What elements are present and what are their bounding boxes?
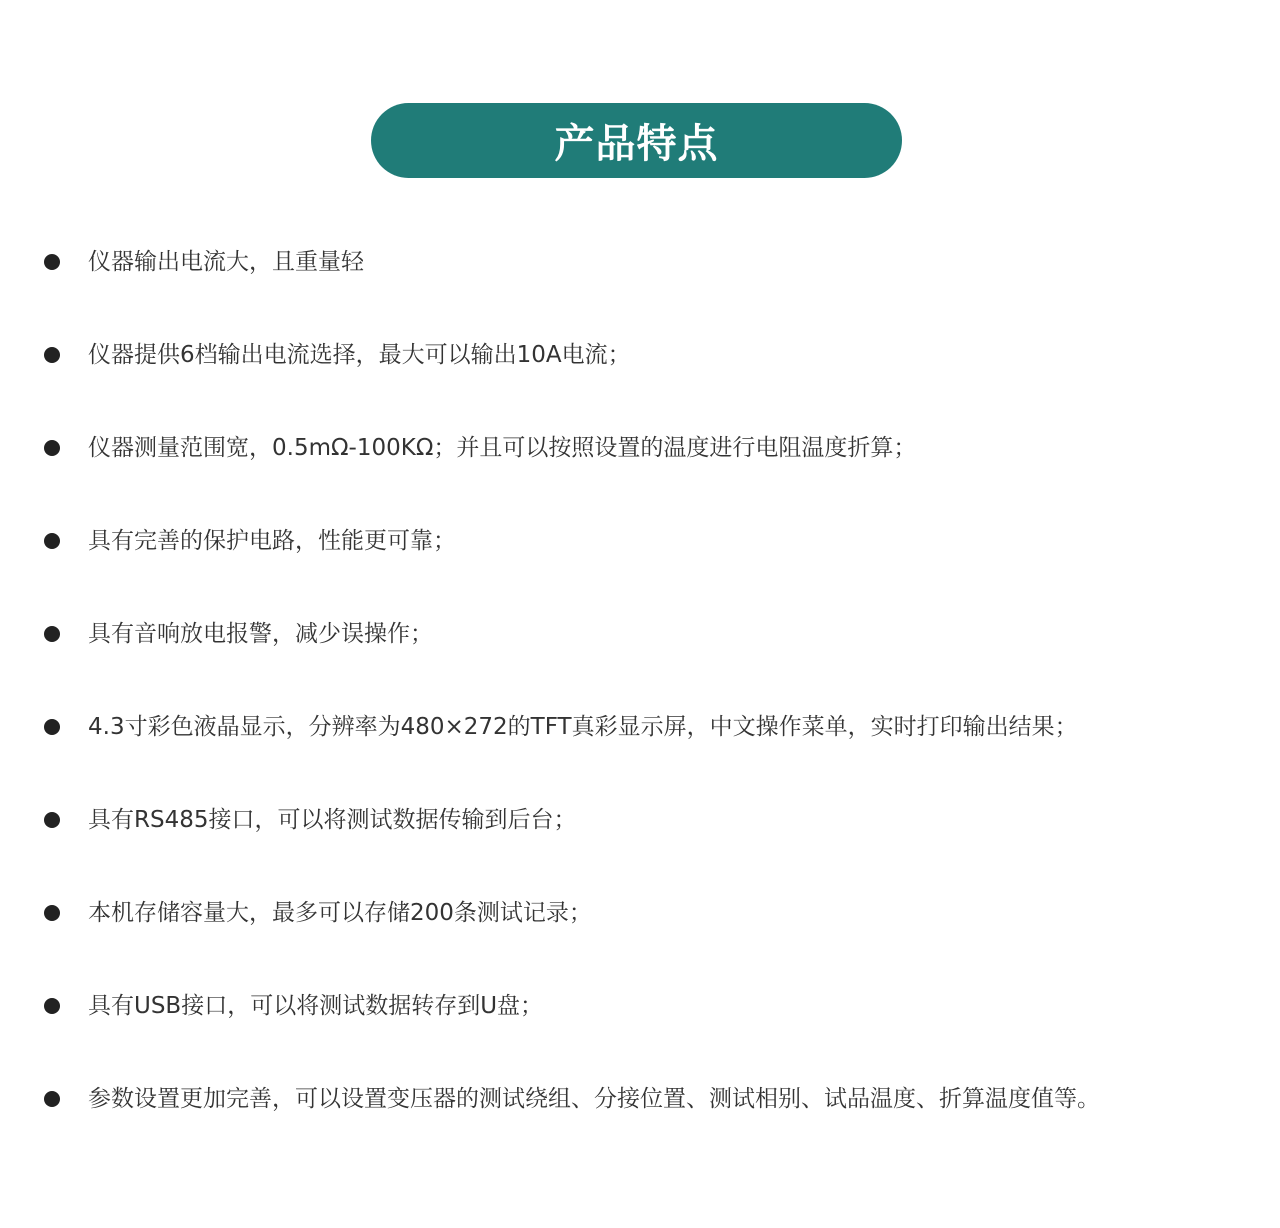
bullet-icon xyxy=(44,719,60,735)
bullet-icon xyxy=(44,905,60,921)
feature-text: 具有完善的保护电路，性能更可靠； xyxy=(88,527,456,554)
bullet-icon xyxy=(44,998,60,1014)
list-item xyxy=(0,587,1280,680)
list-item xyxy=(0,494,1280,587)
section-title-banner xyxy=(371,103,902,178)
feature-text: 4.3寸彩色液晶显示，分辨率为480×272的TFT真彩显示屏，中文操作菜单，实时打印输出结果； xyxy=(88,713,1078,740)
bullet-icon xyxy=(44,626,60,642)
feature-text: 具有USB接口，可以将测试数据转存到U盘； xyxy=(88,992,544,1019)
section-title: 产品特点 xyxy=(554,121,719,167)
list-item xyxy=(0,866,1280,959)
feature-list xyxy=(0,215,1280,1145)
list-item xyxy=(0,1052,1280,1145)
bullet-icon xyxy=(44,254,60,270)
list-item xyxy=(0,959,1280,1052)
feature-text: 具有音响放电报警，减少误操作； xyxy=(88,620,433,647)
feature-text: 参数设置更加完善，可以设置变压器的测试绕组、分接位置、测试相别、试品温度、折算温度值等。 xyxy=(88,1085,1100,1112)
bullet-icon xyxy=(44,347,60,363)
bullet-icon xyxy=(44,533,60,549)
bullet-icon xyxy=(44,1091,60,1107)
list-item xyxy=(0,401,1280,494)
feature-text: 本机存储容量大，最多可以存储200条测试记录； xyxy=(88,899,592,926)
list-item xyxy=(0,773,1280,866)
feature-text: 仪器输出电流大，且重量轻 xyxy=(88,248,364,275)
feature-text: 仪器测量范围宽，0.5mΩ-100KΩ；并且可以按照设置的温度进行电阻温度折算； xyxy=(88,434,917,461)
list-item xyxy=(0,308,1280,401)
feature-text: 仪器提供6档输出电流选择，最大可以输出10A电流； xyxy=(88,341,631,368)
bullet-icon xyxy=(44,812,60,828)
list-item xyxy=(0,680,1280,773)
feature-text: 具有RS485接口，可以将测试数据传输到后台； xyxy=(88,806,577,833)
list-item xyxy=(0,215,1280,308)
bullet-icon xyxy=(44,440,60,456)
